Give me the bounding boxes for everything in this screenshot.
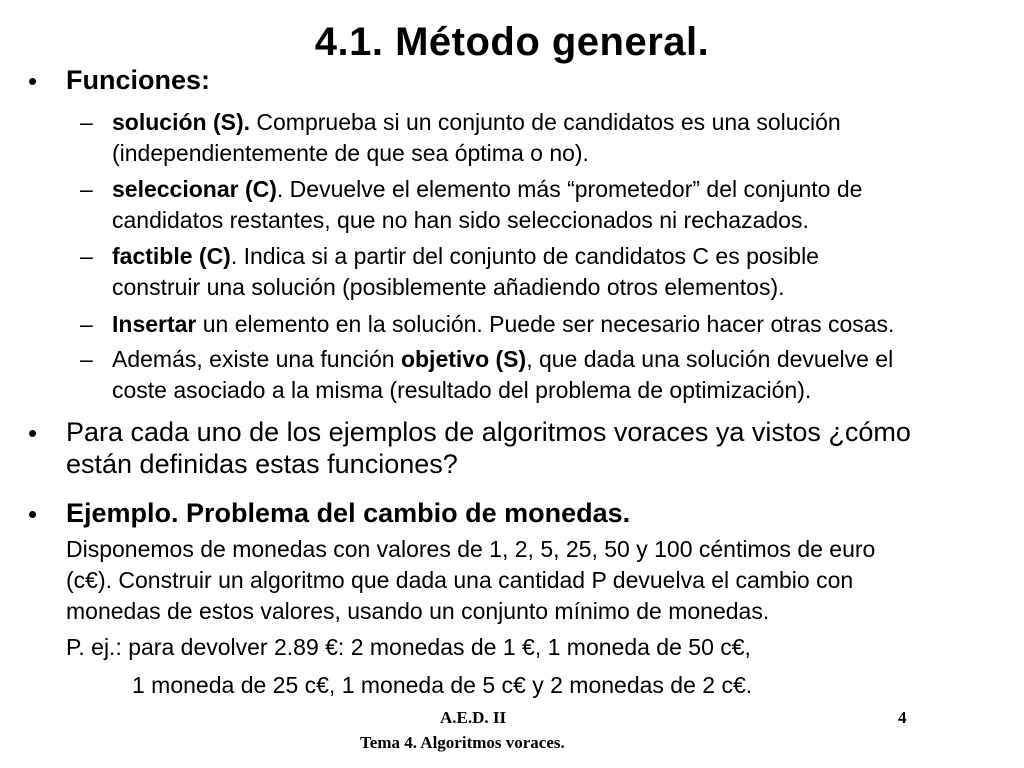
dash-marker: – [80,176,93,202]
pregunta-line-1: Para cada uno de los ejemplos de algoritmos voraces ya vistos ¿cómo [66,417,911,447]
sub-item-bold: seleccionar (C) [112,176,277,202]
bullet-ejemplo [28,497,998,533]
slide-title: 4.1. Método general. [314,20,710,64]
bullet-marker: • [28,66,38,96]
dash-marker: – [80,346,93,372]
ejemplo-heading: Ejemplo. Problema del cambio de monedas. [66,498,631,528]
sub-item-bold: objetivo (S) [400,346,527,372]
sub-line-1 [112,107,990,138]
sub-line-1 [112,309,990,340]
ejemplo-pej-line-2: 1 moneda de 25 c€, 1 moneda de 5 c€ y 2 monedas de 2 c€. [132,672,753,698]
sub-item-text [112,309,990,340]
sub-item-text [112,344,990,406]
pregunta-line-2: están definidas estas funciones? [66,449,458,479]
ejemplo-description [66,534,986,627]
sub-item-factible [80,241,990,305]
ejemplo-desc-line-3: monedas de estos valores, usando un conjunto mínimo de monedas. [66,598,770,624]
footer-page-number: 4 [898,708,907,727]
sub-item-rest: . Devuelve el elemento más “prometedor” del conjunto de [276,176,863,202]
sub-item-text [112,241,990,303]
sub-item-text [112,174,990,236]
sub-item-text [112,107,990,169]
sub-line-2: (independientemente de que sea óptima o no). [112,140,589,166]
funciones-heading: Funciones: [66,65,211,95]
dash-marker: – [80,109,93,135]
sub-line-1 [112,241,990,272]
sub-item-insertar [80,309,990,341]
bullet-marker: • [28,499,38,529]
footer-topic: Tema 4. Algoritmos voraces. [360,733,565,752]
sub-item-solucion [80,107,990,171]
sub-item-rest: Comprueba si un conjunto de candidatos es una solución [250,109,841,135]
ejemplo-pej-line-1: P. ej.: para devolver 2.89 €: 2 monedas de 1 €, 1 moneda de 50 c€, [66,634,751,660]
sub-item-bold: Insertar [112,311,197,337]
sub-item-seleccionar [80,174,990,238]
sub-line-2: coste asociado a la misma (resultado del problema de optimización). [112,377,812,403]
pregunta-text [66,416,998,480]
dash-marker: – [80,243,93,269]
ejemplo-desc-line-1: Disponemos de monedas con valores de 1, 2, 5, 25, 50 y 100 céntimos de euro [66,536,876,562]
ejemplo-desc-line-2: (c€). Construir un algoritmo que dada una cantidad P devuelva el cambio con [66,567,854,593]
sub-item-rest: , que dada una solución devuelve el [526,346,894,372]
bullet-marker: • [28,418,38,448]
sub-line-1 [112,174,990,205]
dash-marker: – [80,311,93,337]
footer-course: A.E.D. II [440,708,507,727]
sub-item-objetivo [80,344,990,408]
sub-item-bold: solución (S). [112,109,250,135]
sub-item-bold: factible (C) [112,243,231,269]
sub-item-rest: . Indica si a partir del conjunto de candidatos C es posible [230,243,819,269]
sub-item-rest: un elemento en la solución. Puede ser necesario hacer otras cosas. [196,311,895,337]
sub-line-1 [112,344,990,375]
bullet-pregunta [28,416,998,486]
bullet-funciones [28,64,998,104]
sub-line-2: construir una solución (posiblemente añadiendo otros elementos). [112,274,785,300]
sub-line-2: candidatos restantes, que no han sido seleccionados ni rechazados. [112,207,809,233]
sub-item-pre: Además, existe una función [112,346,401,372]
